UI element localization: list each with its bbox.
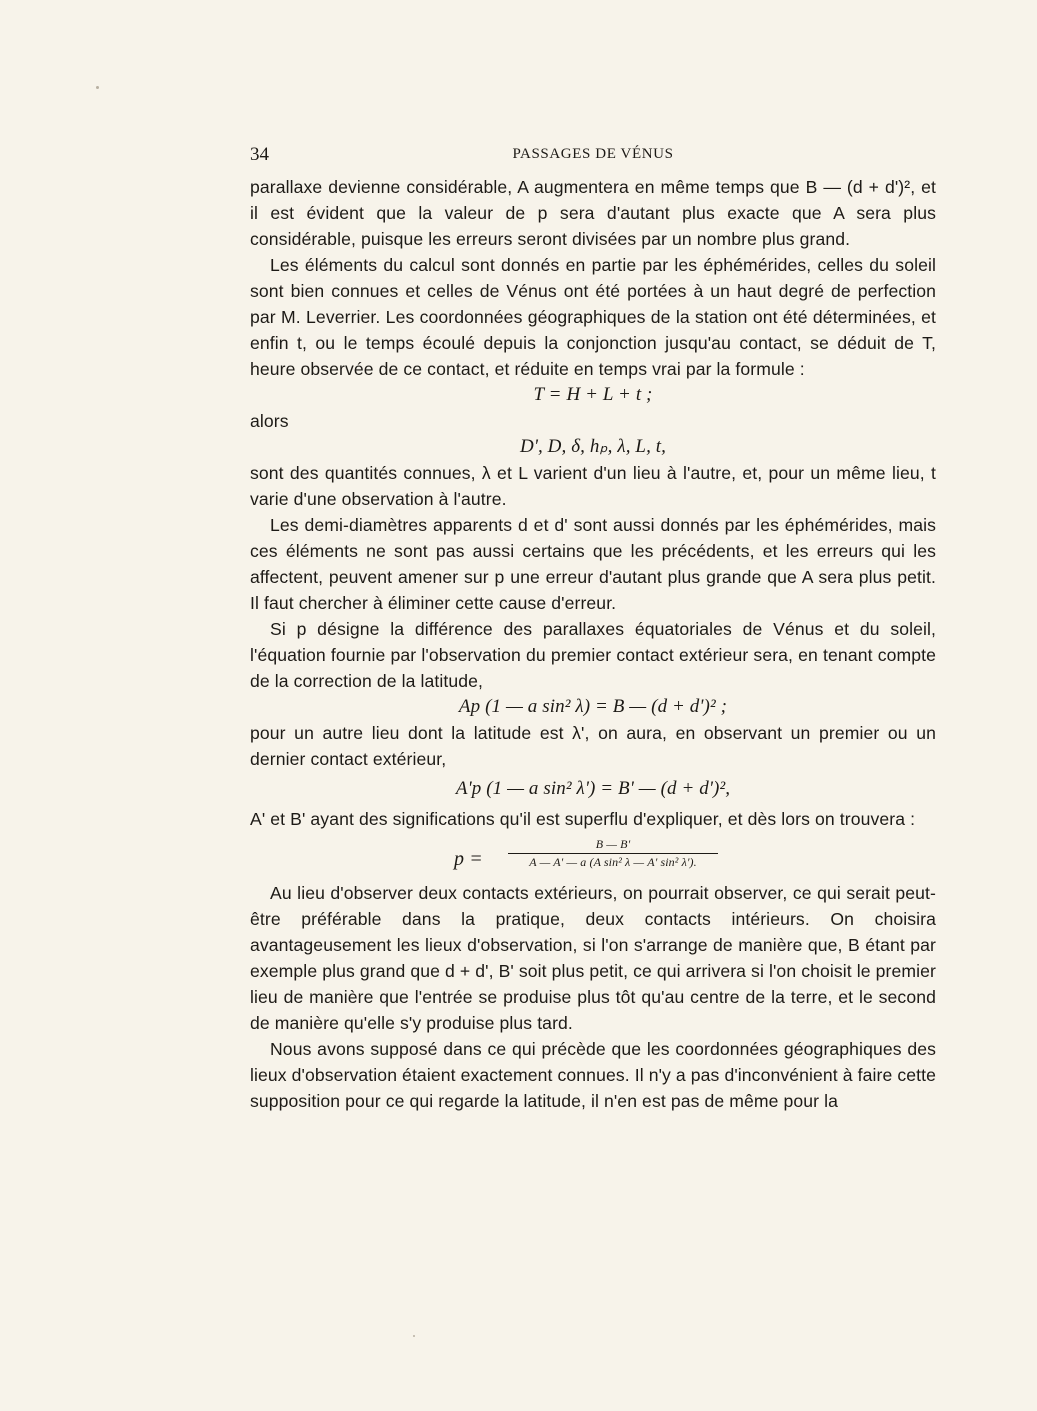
paragraph: Les éléments du calcul sont donnés en partie par les éphémérides, celles du soleil sont bien connues et celles de Vénus ont été portées à un haut degré de perfection par M. Leverrier. Les coordonnées géographiques de la station ont été déterminées, et enfin t, ou le temps écoulé depuis la conjonction jusqu'au contact, se déduit de T, heure observée de ce contact, et réduite en temps vrai par la formule : — [250, 255, 936, 379]
paper-speck — [96, 86, 99, 89]
fraction-denominator: A — A' — a (A sin² λ — A' sin² λ'). — [529, 855, 697, 869]
formula-time: T = H + L + t ; — [533, 384, 653, 405]
paragraph-alors: alors — [250, 411, 289, 431]
formula-parallax-fraction — [250, 832, 936, 880]
page-header — [250, 144, 936, 168]
running-title: PASSAGES DE VÉNUS — [512, 146, 674, 162]
paragraph: A' et B' ayant des significations qu'il est superflu d'expliquer, et dès lors on trouvera : — [250, 809, 916, 829]
paragraph: Les demi-diamètres apparents d et d' sont aussi donnés par les éphémérides, mais ces éléments ne sont pas aussi certains que les précédents, et les erreurs qui les affectent, peuvent amener sur p une erreur d'autant plus grande que A sera plus petit. Il faut chercher à éliminer cette cause d'erreur. — [250, 515, 936, 613]
page-number: 34 — [250, 144, 269, 165]
fraction-numerator: B — B' — [508, 836, 718, 854]
formula-first-contact: Ap (1 — a sin² λ) = B — (d + d')² ; — [458, 696, 728, 717]
paper-speck — [413, 1335, 415, 1337]
paragraph: Au lieu d'observer deux contacts extérieurs, on pourrait observer, ce qui serait peut-être préférable dans la pratique, deux contacts intérieurs. On choisira avantageusement les lieux d'observation, si l'on s'arrange de manière que, B étant par exemple plus grand que d + d', B' soit plus petit, ce qui arrivera si l'on choisit le premier lieu de manière que l'entrée se produise plus tôt qu'au centre de la terre, et le second de manière qu'elle s'y produise plus tard. — [250, 883, 936, 1033]
paragraph: Nous avons supposé dans ce qui précède que les coordonnées géographiques des lieux d'observation étaient exactement connues. Il n'y a pas d'inconvénient à faire cette supposition pour ce qui regarde la latitude, il n'en est pas de même pour la — [250, 1039, 937, 1111]
paragraph: pour un autre lieu dont la latitude est λ', on aura, en observant un premier ou un dernier contact extérieur, — [250, 723, 936, 769]
paragraph: Si p désigne la différence des parallaxes équatoriales de Vénus et du soleil, l'équation fournie par l'observation du premier contact extérieur sera, en tenant compte de la correction de la latitude, — [250, 619, 936, 691]
fraction — [508, 836, 718, 870]
paragraph: parallaxe devienne considérable, A augmentera en même temps que B — (d + d')², et il est évident que la valeur de p sera d'autant plus exacte que A sera plus considérable, puisque les erreurs seront divisées par un nombre plus grand. — [250, 177, 936, 249]
body-text — [250, 174, 936, 1114]
formula-second-contact: A'p (1 — a sin² λ') = B' — (d + d')², — [455, 778, 731, 799]
paragraph: sont des quantités connues, λ et L varient d'un lieu à l'autre, et, pour un même lieu, t varie d'une observation à l'autre. — [250, 463, 936, 509]
fraction-lhs: p = — [454, 848, 483, 870]
formula-known-quantities: D', D, δ, hₚ, λ, L, t, — [520, 436, 666, 457]
